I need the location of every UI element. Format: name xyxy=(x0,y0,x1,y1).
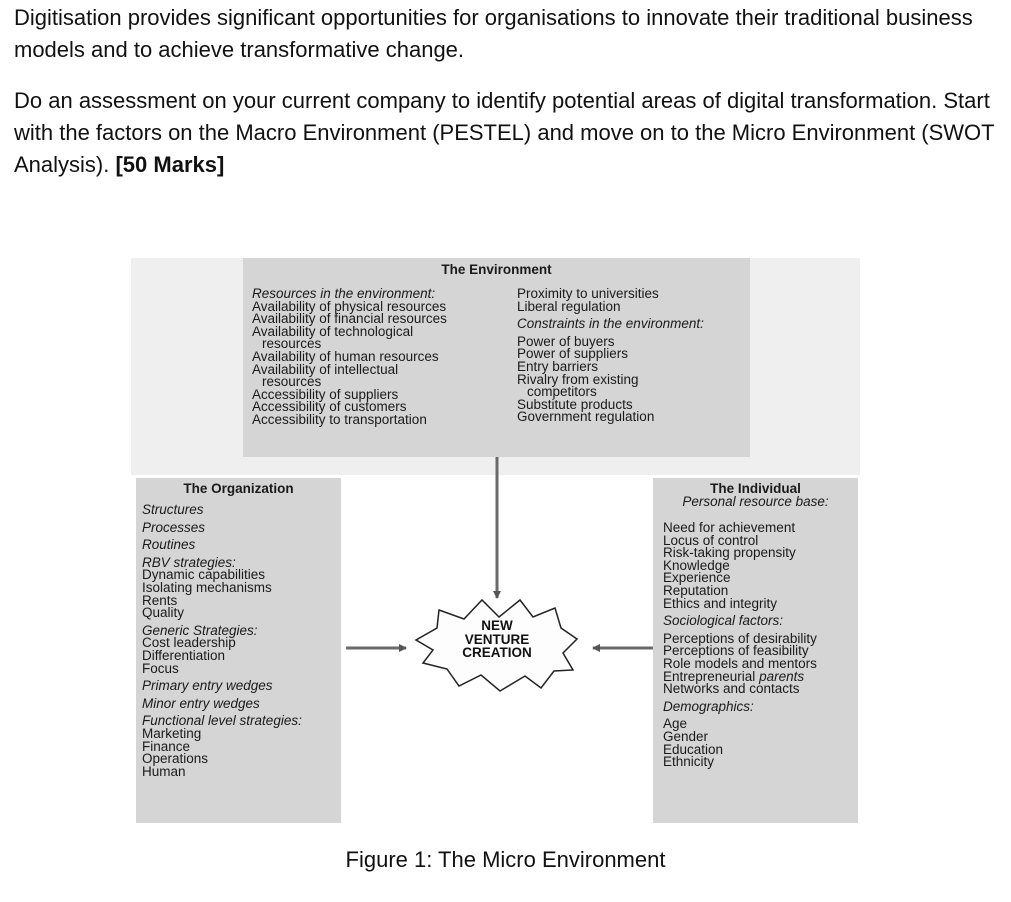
environment-item: Proximity to universities xyxy=(517,286,659,301)
rbv-heading: RBV strategies: xyxy=(142,554,236,570)
organization-item: Quality xyxy=(142,605,185,621)
environment-item: Accessibility of customers xyxy=(252,399,407,415)
constraints-heading: Constraints in the environment: xyxy=(517,316,704,332)
environment-item: Availability of financial resources xyxy=(252,311,447,327)
organization-item: Marketing xyxy=(142,725,202,741)
environment-item: Government regulation xyxy=(517,409,655,425)
individual-item: Ethics and integrity xyxy=(663,595,778,611)
individual-item: Age xyxy=(663,716,688,732)
organization-item: Minor entry wedges xyxy=(142,695,260,711)
micro-environment-figure xyxy=(131,258,860,826)
organization-item: Human xyxy=(142,763,186,779)
environment-item: resources xyxy=(262,374,322,390)
figure-caption: Figure 1: The Micro Environment xyxy=(345,847,666,872)
individual-item: Risk-taking propensity xyxy=(663,545,796,561)
environment-item: Rivalry from existing xyxy=(517,371,639,387)
environment-title: The Environment xyxy=(441,262,552,277)
organization-title: The Organization xyxy=(183,481,294,496)
intro-paragraph: Digitisation provides significant opportunities for organisations to innovate their traditional business models and to achieve transformative change. xyxy=(14,5,973,62)
organization-item: Differentiation xyxy=(142,647,226,663)
figure-connectors xyxy=(131,258,860,826)
task-paragraph xyxy=(14,85,1004,181)
starburst-line: NEW xyxy=(481,618,513,633)
marks-label: [50 Marks] xyxy=(115,152,225,177)
environment-item: resources xyxy=(262,336,322,352)
individual-title: The Individual xyxy=(710,481,801,496)
organization-item: Operations xyxy=(142,751,209,767)
sociological-heading: Sociological factors: xyxy=(663,613,784,629)
individual-item: Perceptions of desirability xyxy=(663,630,817,646)
organization-item: Isolating mechanisms xyxy=(142,579,272,595)
new-venture-creation-label xyxy=(431,619,563,660)
environment-item: Power of suppliers xyxy=(517,346,629,362)
organization-item: Focus xyxy=(142,660,179,676)
individual-item: Education xyxy=(663,741,724,757)
individual-item: Role models and mentors xyxy=(663,655,817,671)
functional-heading: Functional level strategies: xyxy=(142,713,302,729)
environment-item: Entry barriers xyxy=(517,358,599,374)
individual-item-italic: parents xyxy=(759,668,805,684)
resources-heading: Resources in the environment: xyxy=(252,286,436,301)
individual-item: Reputation xyxy=(663,582,729,598)
environment-item: Availability of physical resources xyxy=(252,298,447,314)
starburst-line: CREATION xyxy=(462,645,532,660)
organization-item: Routines xyxy=(142,537,196,553)
task-text: Do an assessment on your current company to identify potential areas of digital transformation. Start with the factors on the Macro Environment (PESTEL) and move on to the Micro Environment (SWOT Analysis). xyxy=(14,88,995,177)
environment-item: Accessibility of suppliers xyxy=(252,386,399,402)
organization-item: Structures xyxy=(142,502,204,517)
individual-item: Gender xyxy=(663,728,709,744)
personal-heading: Personal resource base: xyxy=(682,493,829,509)
environment-item: Substitute products xyxy=(517,396,633,412)
organization-item: Dynamic capabilities xyxy=(142,567,266,583)
environment-item: Availability of intellectual xyxy=(252,361,399,377)
organization-item: Primary entry wedges xyxy=(142,678,273,694)
generic-heading: Generic Strategies: xyxy=(142,622,258,638)
organization-item: Rents xyxy=(142,592,178,608)
individual-item: Networks and contacts xyxy=(663,681,800,697)
environment-item: Liberal regulation xyxy=(517,298,621,314)
environment-item: Power of buyers xyxy=(517,333,615,349)
environment-item: Accessibility to transportation xyxy=(252,411,427,427)
organization-item: Finance xyxy=(142,738,191,754)
environment-item: Availability of human resources xyxy=(252,348,439,364)
environment-item: competitors xyxy=(527,384,597,400)
individual-item: Need for achievement xyxy=(663,520,796,535)
individual-item: Ethnicity xyxy=(663,754,715,770)
individual-item: Locus of control xyxy=(663,532,759,548)
individual-item: Knowledge xyxy=(663,557,730,573)
organization-item: Processes xyxy=(142,519,206,535)
demographics-heading: Demographics: xyxy=(663,698,754,714)
individual-item: Perceptions of feasibility xyxy=(663,643,809,659)
organization-item: Cost leadership xyxy=(142,635,236,651)
individual-item: Experience xyxy=(663,570,731,586)
starburst-line: VENTURE xyxy=(464,631,530,647)
individual-item-text: Entrepreneurial xyxy=(663,668,760,684)
environment-item: Availability of technological xyxy=(252,323,414,339)
